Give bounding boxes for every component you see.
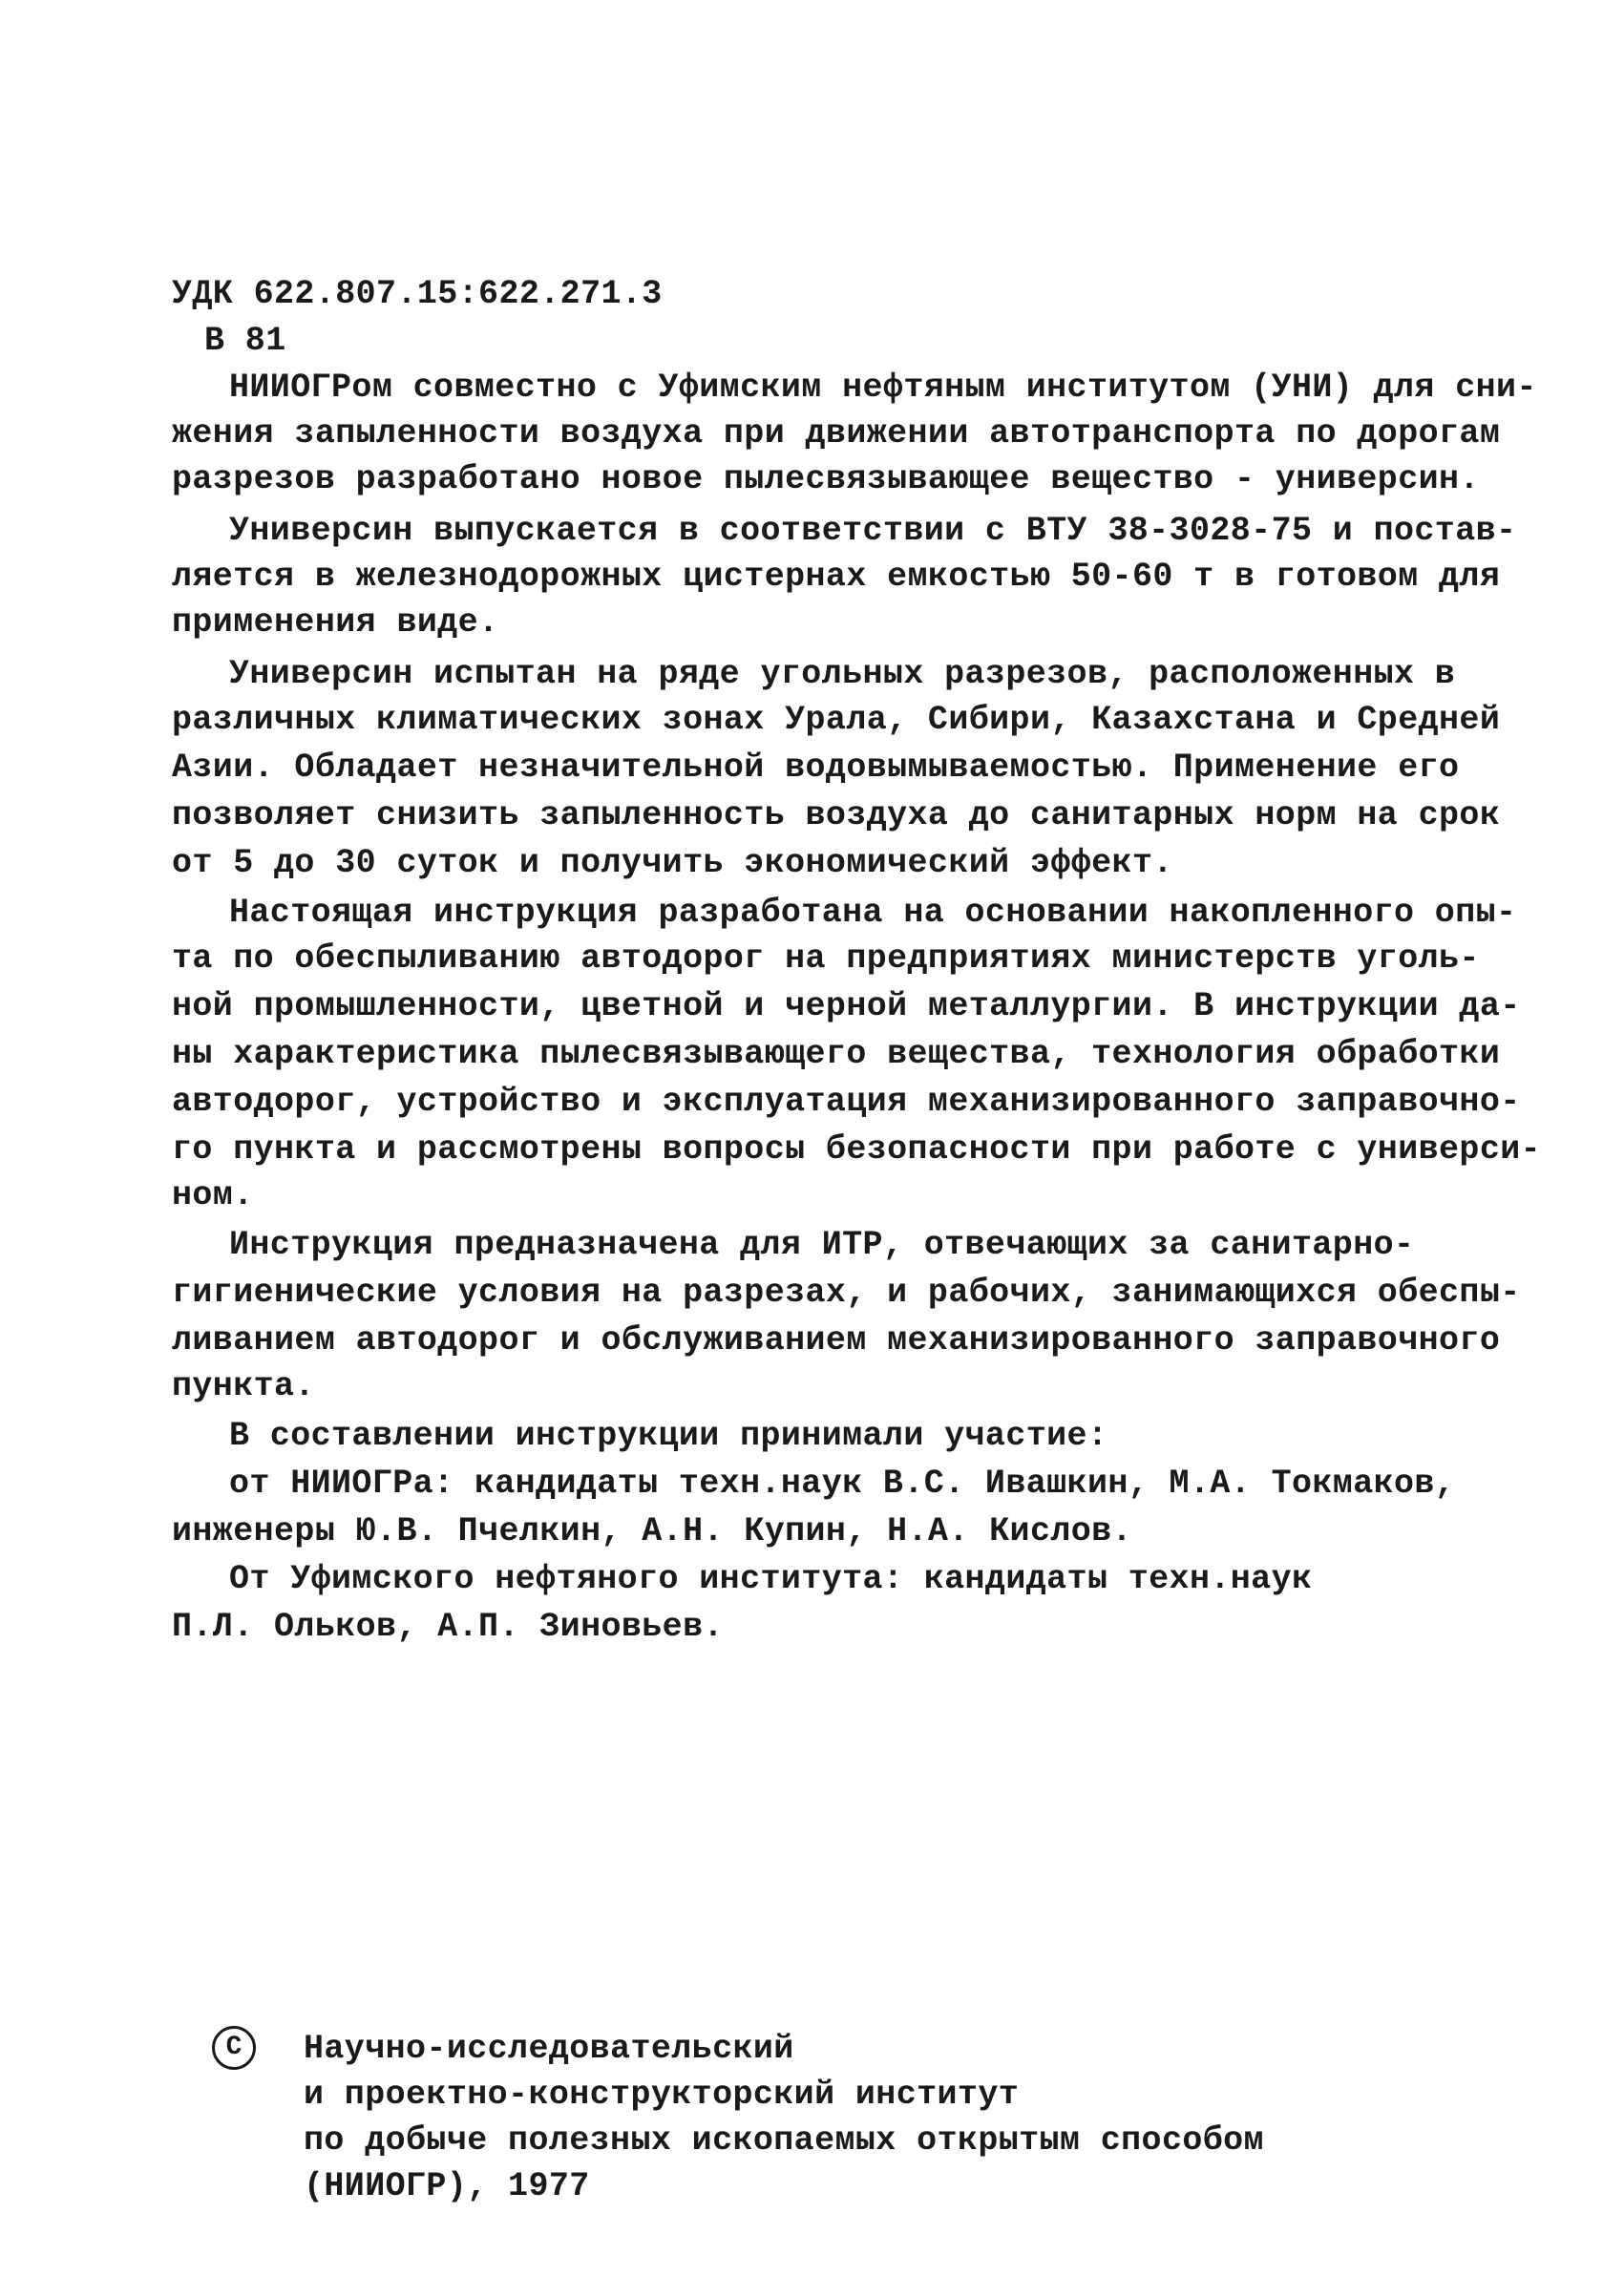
copyright-line: по добыче полезных ископаемых открытым способом <box>304 2121 1264 2160</box>
text-line: Настоящая инструкция разработана на основании накопленного опы- <box>229 894 1517 932</box>
text-line: Азии. Обладает незначительной водовымываемостью. Применение его <box>172 748 1460 787</box>
text-line: Универсин выпускается в соответствии с ВТУ 38-3028-75 и постав- <box>229 512 1517 550</box>
text-line: позволяет снизить запыленность воздуха до санитарных норм на срок <box>172 796 1501 834</box>
text-line: НИИОГРом совместно с Уфимским нефтяным институтом (УНИ) для сни- <box>229 369 1537 407</box>
text-line: ны характеристика пылесвязывающего вещества, технология обработки <box>172 1035 1501 1073</box>
index-code: В 81 <box>204 322 286 360</box>
text-line: От Уфимского нефтяного института: кандидаты техн.наук <box>229 1560 1313 1598</box>
text-line: различных климатических зонах Урала, Сибири, Казахстана и Средней <box>172 701 1501 739</box>
text-line: ной промышленности, цветной и черной металлургии. В инструкции да- <box>172 987 1521 1025</box>
text-line: автодорог, устройство и эксплуатация механизированного заправочно- <box>172 1083 1521 1121</box>
text-line: жения запыленности воздуха при движении автотранспорта по дорогам <box>172 414 1501 453</box>
text-line: от 5 до 30 суток и получить экономический эффект. <box>172 844 1173 882</box>
text-line: ляется в железнодорожных цистернах емкостью 50-60 т в готовом для <box>172 558 1501 596</box>
text-line: гигиенические условия на разрезах, и рабочих, занимающихся обеспы- <box>172 1274 1521 1312</box>
text-line: Универсин испытан на ряде угольных разрезов, расположенных в <box>229 655 1456 693</box>
text-line: та по обеспыливанию автодорог на предприятиях министерств уголь- <box>172 939 1480 978</box>
copyright-icon: С <box>212 2026 256 2070</box>
copyright-line: Научно-исследовательский <box>304 2030 794 2068</box>
text-line: го пункта и рассмотрены вопросы безопасности при работе с универси- <box>172 1130 1542 1169</box>
text-line: ливанием автодорог и обслуживанием механизированного заправочного <box>172 1321 1501 1360</box>
text-line: П.Л. Ольков, А.П. Зиновьев. <box>172 1608 724 1646</box>
text-line: ном. <box>172 1176 254 1214</box>
udk-code: УДК 622.807.15:622.271.3 <box>172 275 663 313</box>
text-line: пункта. <box>172 1367 315 1405</box>
text-line: инженеры Ю.В. Пчелкин, А.Н. Купин, Н.А. Кислов. <box>172 1512 1132 1550</box>
copyright-line: (НИИОГР), 1977 <box>304 2167 590 2205</box>
text-line: от НИИОГРа: кандидаты техн.наук В.С. Ивашкин, М.А. Токмаков, <box>229 1465 1456 1503</box>
text-line: разрезов разработано новое пылесвязывающее вещество - универсин. <box>172 460 1480 498</box>
text-line: Инструкция предназначена для ИТР, отвечающих за санитарно- <box>229 1226 1415 1264</box>
copyright-line: и проектно-конструкторский институт <box>304 2076 1020 2114</box>
text-line: В составлении инструкции принимали участие: <box>229 1417 1108 1455</box>
text-line: применения виде. <box>172 603 499 642</box>
